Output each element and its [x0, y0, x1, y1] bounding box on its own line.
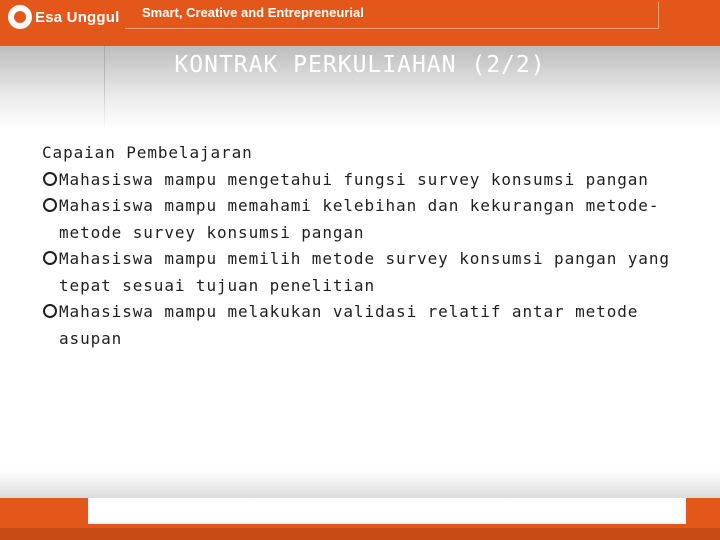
header-bar	[0, 0, 720, 46]
outcome-text: Mahasiswa mampu mengetahui fungsi survey konsumsi pangan	[59, 169, 649, 189]
outcome-text: Mahasiswa mampu memilih metode survey konsumsi pangan yang tepat sesuai tujuan penelitian	[59, 249, 670, 295]
outcome-text: Mahasiswa mampu melakukan validasi relatif antar metode asupan	[59, 302, 639, 348]
brand-name: Esa Unggul	[35, 8, 120, 26]
hollow-circle-bullet-icon	[43, 304, 57, 318]
list-item	[42, 193, 682, 246]
brand-logo	[8, 2, 120, 32]
brand-tagline: Smart, Creative and Entrepreneurial	[142, 5, 364, 20]
section-heading: Capaian Pembelajaran	[42, 143, 253, 162]
slide-title: KONTRAK PERKULIAHAN (2/2)	[174, 52, 546, 78]
list-item	[42, 167, 682, 194]
list-item	[42, 246, 682, 299]
hollow-circle-bullet-icon	[43, 172, 57, 186]
footer-shadow	[0, 470, 720, 498]
hollow-circle-bullet-icon	[43, 198, 57, 212]
hollow-circle-bullet-icon	[43, 251, 57, 265]
list-item	[42, 299, 682, 352]
slide-content	[42, 140, 682, 352]
esa-unggul-logo-icon	[8, 5, 32, 29]
footer-frame	[88, 498, 686, 524]
footer-strip	[0, 528, 720, 540]
outcome-text: Mahasiswa mampu memahami kelebihan dan kekurangan metode-metode survey konsumsi pangan	[59, 196, 660, 242]
